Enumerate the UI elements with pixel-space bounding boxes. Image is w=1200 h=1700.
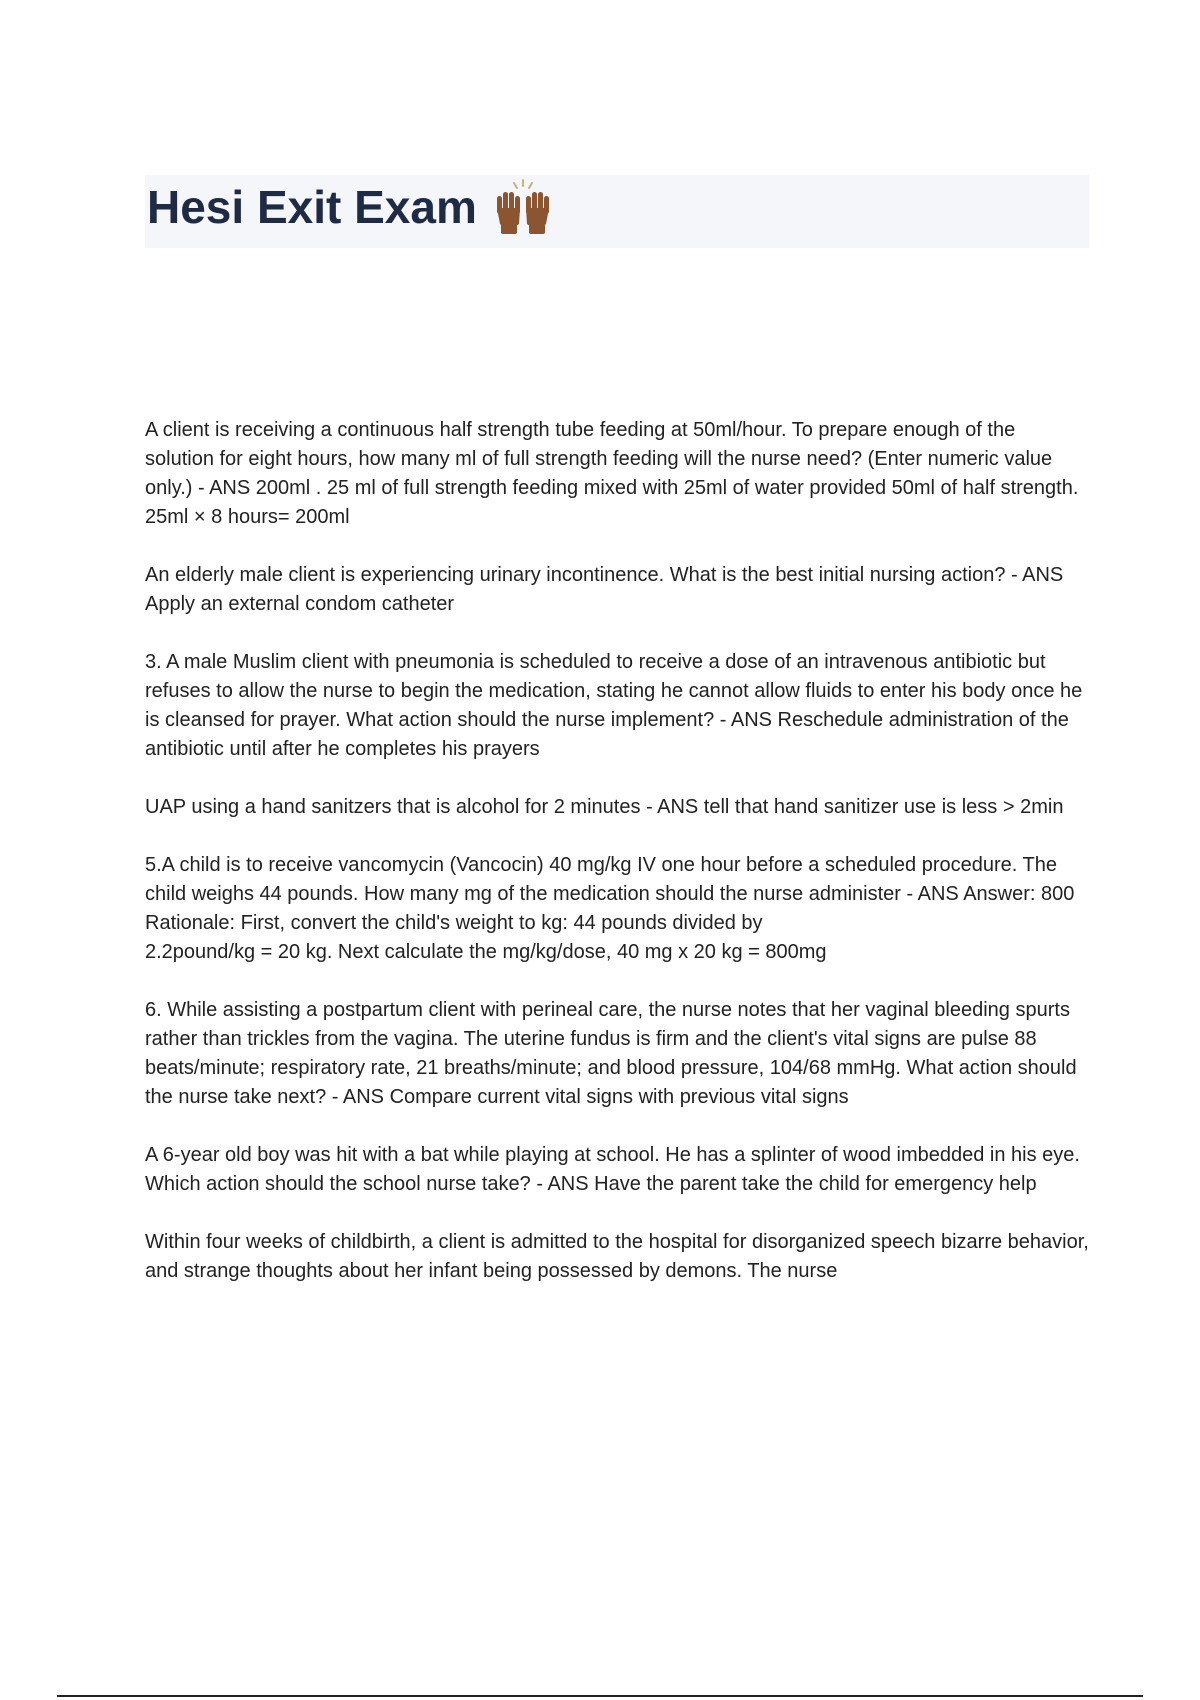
page-title-wrapper [147, 177, 555, 240]
sparkle-lines [514, 180, 532, 188]
question-answer-4: UAP using a hand sanitzers that is alcohol for 2 minutes - ANS tell that hand sanitizer use is less > 2min [145, 796, 1064, 818]
right-hand [526, 192, 549, 234]
question-answer-3: 3. A male Muslim client with pneumonia is scheduled to receive a dose of an intravenous antibiotic but refuses to allow the nurse to begin the medication, stating he cannot allow fluids to enter his body once he is cleansed for prayer. What action should the nurse implement? - ANS Reschedule administration of the antibiotic until after he completes his prayers [145, 651, 1083, 760]
question-answer-7: A 6-year old boy was hit with a bat while playing at school. He has a splinter of wood imbedded in his eye. Which action should the school nurse take? - ANS Have the parent take the child for emergency help [145, 1144, 1080, 1195]
question-answer-1: A client is receiving a continuous half strength tube feeding at 50ml/hour. To prepare enough of the solution for eight hours, how many ml of full strength feeding will the nurse need? (Enter numeric value only.) - ANS 200ml . 25 ml of full strength feeding mixed with 25ml of water provided 50ml of half strength. 25ml × 8 hours= 200ml [145, 419, 1079, 528]
raising-hands-icon [491, 178, 555, 236]
title-banner [145, 175, 1089, 248]
page-title: Hesi Exit Exam [147, 181, 477, 233]
page-bottom-divider [57, 1695, 1143, 1697]
left-hand [497, 192, 520, 234]
question-list [145, 416, 1089, 1315]
question-answer-5: 5.A child is to receive vancomycin (Vancocin) 40 mg/kg IV one hour before a scheduled procedure. The child weighs 44 pounds. How many mg of the medication should the nurse administer - ANS Answer: 800 Rationale: First, convert the child's weight to kg: 44 pounds divided by 2.2pound/kg = 20 kg. Next calculate the mg/kg/dose, 40 mg x 20 kg = 800mg [145, 854, 1075, 963]
question-answer-8: Within four weeks of childbirth, a client is admitted to the hospital for disorganized speech bizarre behavior, and strange thoughts about her infant being possessed by demons. The nurse [145, 1231, 1089, 1282]
question-answer-2: An elderly male client is experiencing urinary incontinence. What is the best initial nursing action? - ANS Apply an external condom catheter [145, 564, 1064, 615]
raising-hands-icon-svg [491, 178, 555, 236]
question-answer-6: 6. While assisting a postpartum client with perineal care, the nurse notes that her vaginal bleeding spurts rather than trickles from the vagina. The uterine fundus is firm and the client's vital signs are pulse 88 beats/minute; respiratory rate, 21 breaths/minute; and blood pressure, 104/68 mmHg. What action should the nurse take next? - ANS Compare current vital signs with previous vital signs [145, 999, 1077, 1108]
